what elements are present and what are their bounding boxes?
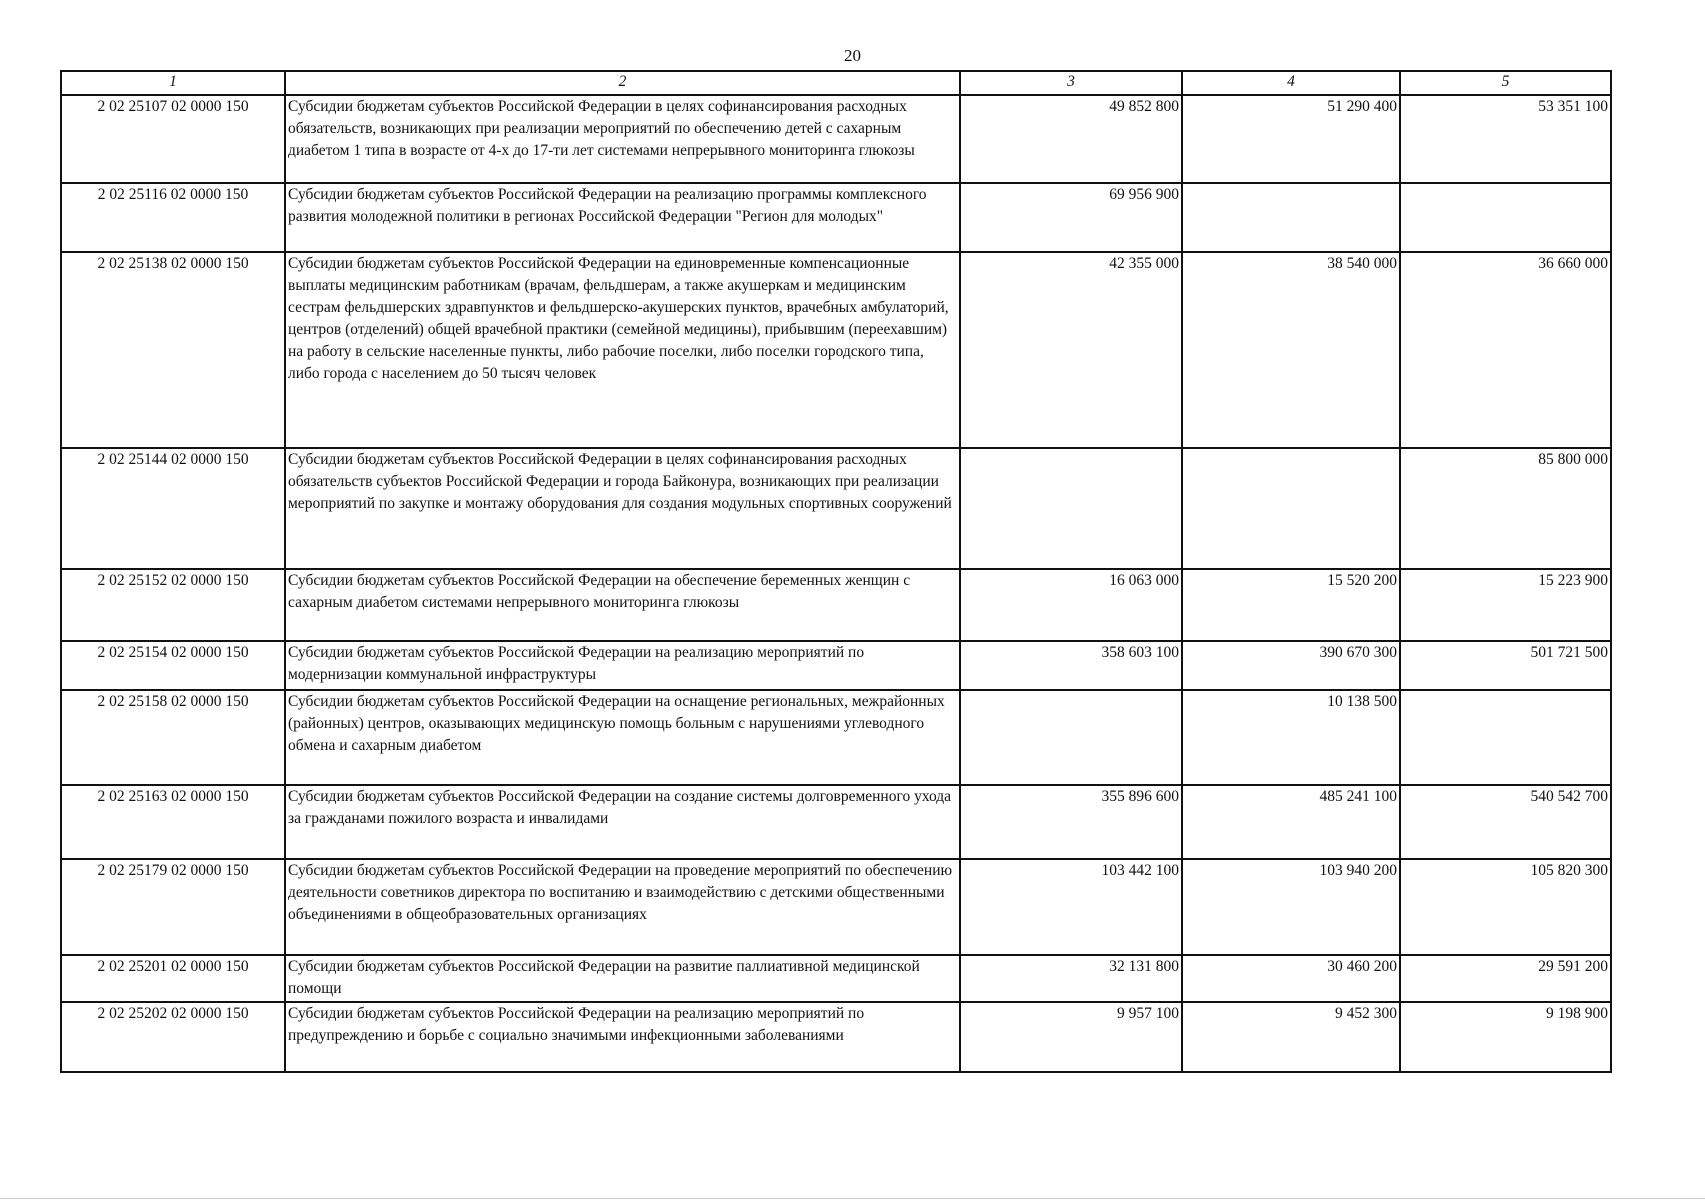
table-row [61, 955, 1611, 1002]
budget-code-cell: 2 02 25138 02 0000 150 [61, 252, 285, 448]
amount-col5-cell: 29 591 200 [1400, 955, 1611, 1002]
amount-col3-cell: 69 956 900 [960, 183, 1182, 252]
budget-code-cell: 2 02 25107 02 0000 150 [61, 95, 285, 183]
amount-col4-cell: 9 452 300 [1182, 1002, 1400, 1072]
description-cell: Субсидии бюджетам субъектов Российской Федерации на оснащение региональных, межрайонных (районных) центров, оказывающих медицинскую помощь больным с нарушениями углеводного обмена и сахарным диабетом [285, 690, 960, 785]
amount-col4-cell: 38 540 000 [1182, 252, 1400, 448]
header-col-1: 1 [61, 71, 285, 95]
budget-code-cell: 2 02 25144 02 0000 150 [61, 448, 285, 569]
description-cell: Субсидии бюджетам субъектов Российской Федерации на обеспечение беременных женщин с сахарным диабетом системами непрерывного мониторинга глюкозы [285, 569, 960, 641]
description-cell: Субсидии бюджетам субъектов Российской Федерации на реализацию программы комплексного развития молодежной политики в регионах Российской Федерации "Регион для молодых" [285, 183, 960, 252]
header-row [61, 71, 1611, 95]
amount-col3-cell: 103 442 100 [960, 859, 1182, 955]
table-row [61, 448, 1611, 569]
description-cell: Субсидии бюджетам субъектов Российской Федерации на создание системы долговременного ухода за гражданами пожилого возраста и инвалидами [285, 785, 960, 859]
table-row [61, 183, 1611, 252]
amount-col5-cell [1400, 183, 1611, 252]
table-row [61, 1002, 1611, 1072]
amount-col4-cell: 103 940 200 [1182, 859, 1400, 955]
page-number: 20 [844, 46, 861, 65]
amount-col3-cell: 32 131 800 [960, 955, 1182, 1002]
amount-col5-cell: 85 800 000 [1400, 448, 1611, 569]
budget-table [60, 70, 1612, 1073]
amount-col4-cell [1182, 448, 1400, 569]
amount-col3-cell: 49 852 800 [960, 95, 1182, 183]
amount-col5-cell: 15 223 900 [1400, 569, 1611, 641]
header-col-4: 4 [1182, 71, 1400, 95]
amount-col4-cell: 15 520 200 [1182, 569, 1400, 641]
amount-col4-cell [1182, 183, 1400, 252]
budget-code-cell: 2 02 25163 02 0000 150 [61, 785, 285, 859]
header-col-5: 5 [1400, 71, 1611, 95]
description-cell: Субсидии бюджетам субъектов Российской Федерации на реализацию мероприятий по модернизации коммунальной инфраструктуры [285, 641, 960, 690]
budget-code-cell: 2 02 25179 02 0000 150 [61, 859, 285, 955]
budget-code-cell: 2 02 25158 02 0000 150 [61, 690, 285, 785]
amount-col5-cell [1400, 690, 1611, 785]
table-row [61, 252, 1611, 448]
table-body [61, 95, 1611, 1072]
description-cell: Субсидии бюджетам субъектов Российской Федерации на развитие паллиативной медицинской помощи [285, 955, 960, 1002]
amount-col5-cell: 36 660 000 [1400, 252, 1611, 448]
table-row [61, 859, 1611, 955]
description-cell: Субсидии бюджетам субъектов Российской Федерации на единовременные компенсационные выплаты медицинским работникам (врачам, фельдшерам, а также акушеркам и медицинским сестрам фельдшерских здравпунктов и фельдшерско-акушерских пунктов, врачебных амбулаторий, центров (отделений) общей врачебной практики (семейной медицины), прибывшим (переехавшим) на работу в сельские населенные пункты, либо рабочие поселки, либо поселки городского типа, либо города с населением до 50 тысяч человек [285, 252, 960, 448]
amount-col3-cell [960, 690, 1182, 785]
amount-col3-cell [960, 448, 1182, 569]
amount-col3-cell: 16 063 000 [960, 569, 1182, 641]
budget-code-cell: 2 02 25152 02 0000 150 [61, 569, 285, 641]
amount-col5-cell: 9 198 900 [1400, 1002, 1611, 1072]
description-cell: Субсидии бюджетам субъектов Российской Федерации в целях софинансирования расходных обязательств, возникающих при реализации мероприятий по обеспечению детей с сахарным диабетом 1 типа в возрасте от 4-х до 17-ти лет системами непрерывного мониторинга глюкозы [285, 95, 960, 183]
budget-code-cell: 2 02 25116 02 0000 150 [61, 183, 285, 252]
amount-col3-cell: 358 603 100 [960, 641, 1182, 690]
header-col-3: 3 [960, 71, 1182, 95]
amount-col5-cell: 105 820 300 [1400, 859, 1611, 955]
amount-col3-cell: 9 957 100 [960, 1002, 1182, 1072]
header-col-2: 2 [285, 71, 960, 95]
table-row [61, 785, 1611, 859]
amount-col5-cell: 501 721 500 [1400, 641, 1611, 690]
description-cell: Субсидии бюджетам субъектов Российской Федерации в целях софинансирования расходных обязательств субъектов Российской Федерации и города Байконура, возникающих при реализации мероприятий по закупке и монтажу оборудования для создания модульных спортивных сооружений [285, 448, 960, 569]
amount-col4-cell: 30 460 200 [1182, 955, 1400, 1002]
amount-col3-cell: 355 896 600 [960, 785, 1182, 859]
budget-code-cell: 2 02 25154 02 0000 150 [61, 641, 285, 690]
table-row [61, 569, 1611, 641]
description-cell: Субсидии бюджетам субъектов Российской Федерации на реализацию мероприятий по предупреждению и борьбе с социально значимыми инфекционными заболеваниями [285, 1002, 960, 1072]
amount-col3-cell: 42 355 000 [960, 252, 1182, 448]
amount-col5-cell: 540 542 700 [1400, 785, 1611, 859]
budget-code-cell: 2 02 25202 02 0000 150 [61, 1002, 285, 1072]
table-header [61, 71, 1611, 95]
amount-col4-cell: 390 670 300 [1182, 641, 1400, 690]
amount-col5-cell: 53 351 100 [1400, 95, 1611, 183]
table-row [61, 690, 1611, 785]
amount-col4-cell: 51 290 400 [1182, 95, 1400, 183]
table-row [61, 95, 1611, 183]
scan-bottom-edge [0, 1198, 1705, 1199]
table-row [61, 641, 1611, 690]
budget-code-cell: 2 02 25201 02 0000 150 [61, 955, 285, 1002]
amount-col4-cell: 485 241 100 [1182, 785, 1400, 859]
description-cell: Субсидии бюджетам субъектов Российской Федерации на проведение мероприятий по обеспечению деятельности советников директора по воспитанию и взаимодействию с детскими общественными объединениями в общеобразовательных организациях [285, 859, 960, 955]
amount-col4-cell: 10 138 500 [1182, 690, 1400, 785]
